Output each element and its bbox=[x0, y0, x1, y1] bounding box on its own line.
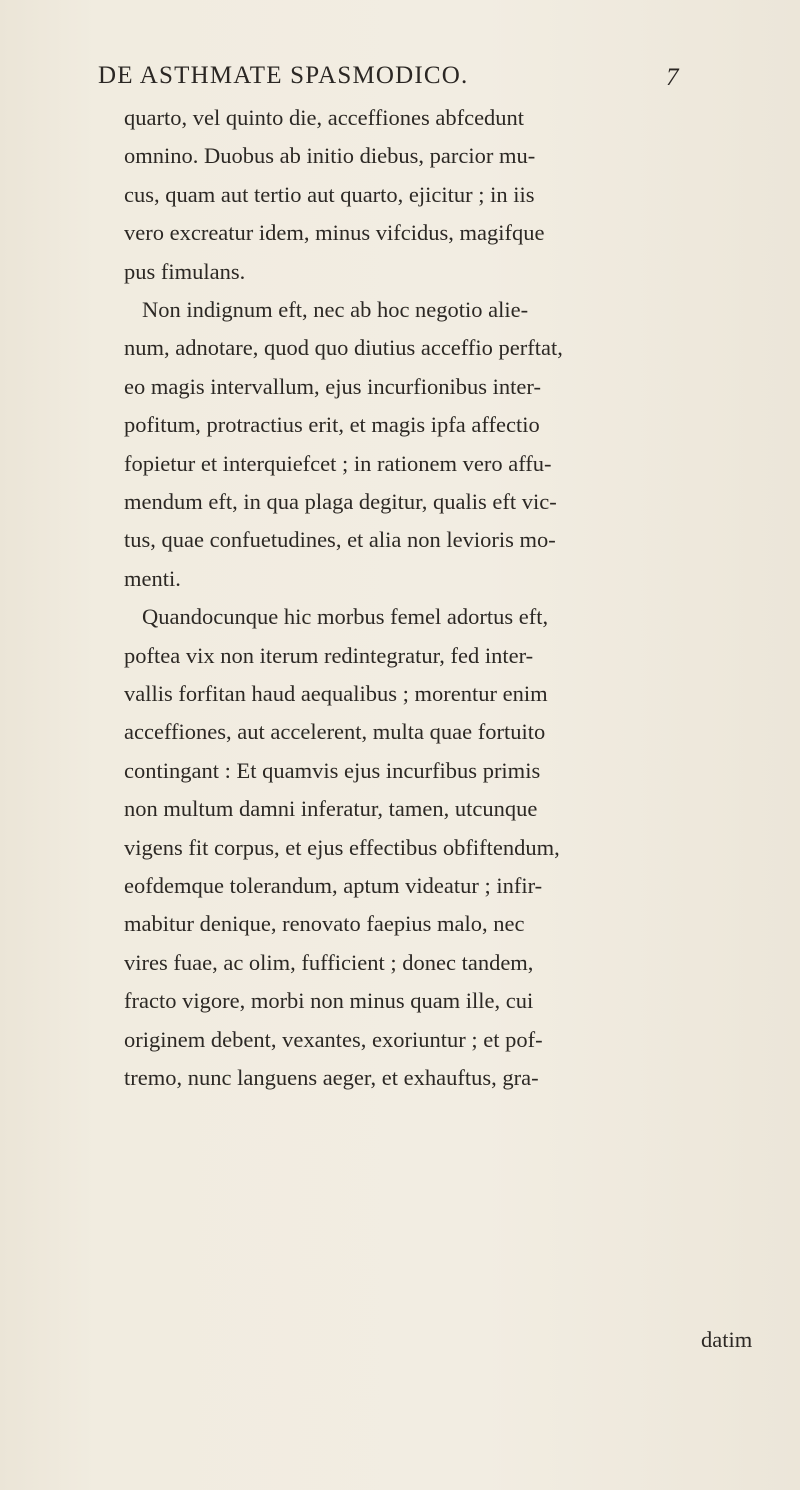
text-line: contingant : Et quamvis ejus incurfibus primis bbox=[124, 757, 541, 783]
text-line: vero excreatur idem, minus vifcidus, magifque bbox=[124, 220, 545, 246]
text-line: Non indignum eft, nec ab hoc negotio alie- bbox=[142, 297, 529, 322]
text-line: menti. bbox=[124, 565, 181, 591]
text-line: pus fimulans. bbox=[124, 258, 246, 284]
text-line: poftea vix non iterum redintegratur, fed inter- bbox=[124, 642, 534, 668]
text-line: vires fuae, ac olim, fufficient ; donec tandem, bbox=[124, 949, 534, 975]
text-line: mendum eft, in qua plaga degitur, qualis eft vic- bbox=[124, 489, 557, 514]
text-line: non multum damni inferatur, tamen, utcunque bbox=[124, 796, 538, 822]
text-line: originem debent, vexantes, exoriuntur ; et pof- bbox=[124, 1026, 543, 1052]
catchword: datim bbox=[701, 1327, 753, 1352]
text-line: fopietur et interquiefcet ; in rationem vero affu- bbox=[124, 450, 552, 476]
text-line: num, adnotare, quod quo diutius acceffio perftat, bbox=[124, 335, 563, 361]
text-line: fracto vigore, morbi non minus quam ille, cui bbox=[124, 988, 534, 1014]
text-line: omnino. Duobus ab initio diebus, parcior mu- bbox=[124, 143, 536, 169]
page-number: 7 bbox=[666, 64, 679, 91]
text-line: eofdemque tolerandum, aptum videatur ; infir- bbox=[124, 873, 543, 898]
text-line: pofitum, protractius erit, et magis ipfa affectio bbox=[124, 412, 540, 438]
running-head: DE ASTHMATE SPASMODICO. bbox=[98, 62, 469, 89]
text-line: quarto, vel quinto die, acceffiones abfcedunt bbox=[124, 105, 525, 130]
text-line: eo magis intervallum, ejus incurfionibus inter- bbox=[124, 373, 541, 399]
text-line: mabitur denique, renovato faepius malo, nec bbox=[124, 911, 525, 937]
text-line: acceffiones, aut accelerent, multa quae fortuito bbox=[124, 719, 546, 745]
text-line: tus, quae confuetudines, et alia non levioris mo- bbox=[124, 527, 556, 553]
text-line: cus, quam aut tertio aut quarto, ejicitur ; in iis bbox=[124, 181, 535, 207]
text-line: tremo, nunc languens aeger, et exhauftus, gra- bbox=[124, 1065, 539, 1090]
text-line: vigens fit corpus, et ejus effectibus obfiftendum, bbox=[124, 834, 560, 860]
text-line: Quandocunque hic morbus femel adortus eft, bbox=[142, 604, 549, 630]
text-line: vallis forfitan haud aequalibus ; morentur enim bbox=[124, 681, 548, 706]
